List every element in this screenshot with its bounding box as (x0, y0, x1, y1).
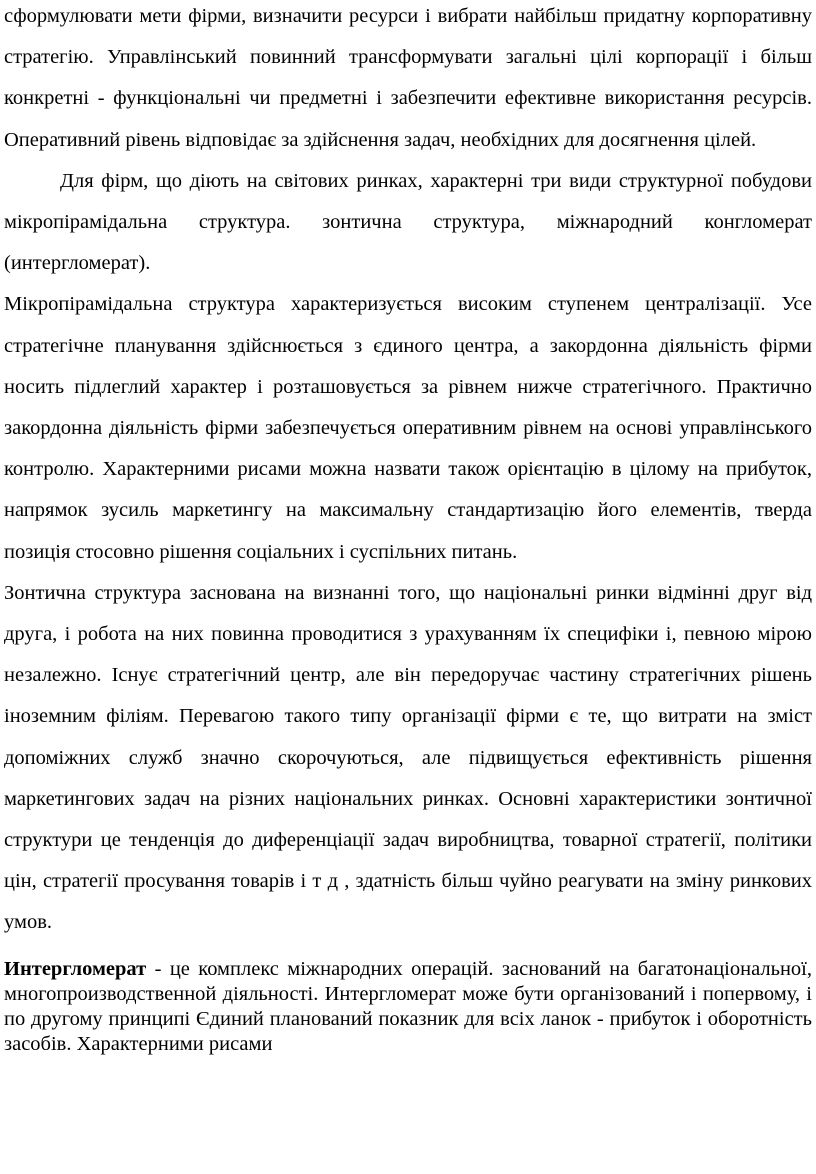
interglomerate-term: Интергломерат (4, 957, 147, 980)
paragraph-management-levels: сформулювати мети фірми, визначити ресурси і вибрати найбільш придатну корпоративну стратегію. Управлінський повинний трансформувати загальні цілі корпорації і більш конкретні - функціональні чи предметні і забезпечити ефективне використання ресурсів. Оперативний рівень відповідає за здійснення задач, необхідних для досягнення цілей. (4, 5, 812, 151)
document-page (4, 0, 812, 1057)
paragraph-umbrella-structure: Зонтична структура заснована на визнанні того, що національні ринки відмінні друг від друга, і робота на них повинна проводитися з урахуванням їх специфіки і, певною мірою незалежно. Існує стратегічний центр, але він передоручає частину стратегічних рішень іноземним філіям. Перевагою такого типу організації фірми є те, що витрати на зміст допоміжних служб значно скорочуються, але підвищується ефективність рішення маркетингових задач на різних національних ринках. Основні характеристики зонтичної структури це тенденція до диференціації задач виробництва, товарної стратегії, політики цін, стратегії просування товарів і т д , здатність більш чуйно реагувати на зміну ринкових умов. (4, 581, 812, 934)
interglomerate-definition: - це комплекс міжнародних операцій. заснований на багатонаціональної, многопроизводственной діяльності. Интергломерат може бути організований і попервому, і по другому принципі Єдиний планований показник для всіх ланок - прибуток і оборотність засобів. Характерними рисами (4, 957, 812, 1055)
paragraph-interglomerate (4, 957, 812, 1057)
paragraph-micropyramidal-structure: Мікропірамідальна структура характеризується високим ступенем централізації. Усе стратегічне планування здійснюється з єдиного центра, а закордонна діяльність фірми носить підлеглий характер і розташовується за рівнем нижче стратегічного. Практично закордонна діяльність фірми забезпечується оперативним рівнем на основі управлінського контролю. Характерними рисами можна назвати також орієнтацію в цілому на прибуток, напрямок зусиль маркетингу на максимальну стандартизацію його елементів, тверда позиція стосовно рішення соціальних і суспільних питань. (4, 293, 812, 563)
paragraph-structure-types: Для фірм, що діють на світових ринках, характерні три види структурної побудови мікропірамідальна структура. зонтична структура, міжнародний конгломерат (интергломерат). (4, 169, 812, 275)
